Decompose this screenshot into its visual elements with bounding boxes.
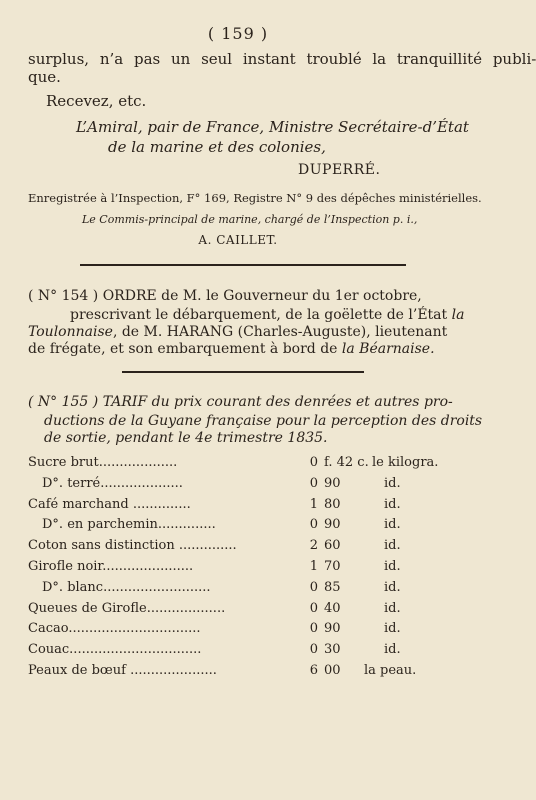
order-154-ship-bearnaise: la Béarnaise. — [341, 341, 435, 357]
order-154-line4-text: de frégate, et son embarquement à bord de — [28, 341, 342, 357]
clerk-title: Le Commis-principal de marine, chargé de l’Inspection p. i., — [82, 213, 418, 226]
order-154-line2 — [70, 307, 464, 323]
price-unit: la peau. — [364, 662, 417, 678]
signatory-title-line2: de la marine et des colonies, — [108, 138, 326, 156]
price-francs: 0 — [309, 475, 318, 491]
commodity-name: Girofle noir...................... — [28, 558, 194, 574]
price-francs: 0 — [309, 642, 318, 658]
price-unit: id. — [384, 600, 401, 616]
price-table — [28, 455, 448, 684]
order-154-line1: ( N° 154 ) ORDRE de M. le Gouverneur du 1er octobre, — [28, 288, 422, 304]
tarif-155-line2: ductions de la Guyane française pour la perception des droits — [44, 413, 483, 429]
table-row — [28, 559, 448, 580]
price-francs: 1 — [309, 496, 318, 512]
order-154-line2-text: prescrivant le débarquement, de la goëlette de l’État — [70, 307, 452, 323]
table-row — [28, 663, 448, 684]
price-cents: 90 — [324, 475, 341, 491]
price-unit: id. — [384, 517, 401, 533]
clerk-name: A. CAILLET. — [198, 233, 278, 247]
price-cents: 90 — [324, 517, 341, 533]
signatory-title-line1: L’Amiral, pair de France, Ministre Secrétaire-d’État — [76, 118, 469, 136]
letter-closing-line1: surplus, n’a pas un seul instant troublé la tranquillité publi- — [28, 50, 536, 68]
price-unit: le kilogra. — [372, 455, 439, 470]
price-unit: id. — [384, 475, 401, 491]
tarif-155-line3: de sortie, pendant le 4e trimestre 1835. — [44, 430, 328, 446]
section-divider-2 — [122, 371, 364, 373]
commodity-name: Café marchand .............. — [28, 496, 191, 512]
table-row — [28, 642, 448, 663]
commodity-name: D°. terré.................... — [42, 475, 183, 491]
price-francs: 0 — [309, 600, 318, 616]
table-row — [28, 517, 448, 538]
commodity-name: Sucre brut................... — [28, 455, 178, 470]
price-cents: f. 42 c. — [324, 455, 369, 470]
commodity-name: Peaux de bœuf ..................... — [28, 662, 217, 678]
price-cents: 80 — [324, 496, 341, 512]
price-cents: 85 — [324, 579, 341, 595]
price-unit: id. — [384, 579, 401, 595]
price-cents: 30 — [324, 642, 341, 658]
section-divider — [80, 264, 406, 266]
price-francs: 0 — [309, 579, 318, 595]
commodity-name: D°. blanc.......................... — [42, 579, 211, 595]
commodity-name: D°. en parchemin.............. — [42, 517, 216, 533]
registration-note: Enregistrée à l’Inspection, F° 169, Registre N° 9 des dépêches ministérielles. — [28, 191, 482, 205]
price-francs: 0 — [309, 455, 318, 470]
price-cents: 40 — [324, 600, 341, 616]
order-154-line4 — [28, 341, 435, 357]
price-francs: 0 — [309, 621, 318, 637]
table-row — [28, 601, 448, 622]
price-unit: id. — [384, 621, 401, 637]
price-unit: id. — [384, 496, 401, 512]
letter-closing-line2: que. — [28, 68, 61, 86]
order-154-line3 — [28, 324, 447, 340]
order-154-ship-part1: la — [451, 307, 465, 323]
price-unit: id. — [384, 538, 401, 554]
price-francs: 1 — [309, 558, 318, 574]
table-row — [28, 580, 448, 601]
price-francs: 6 — [309, 662, 318, 678]
salutation: Recevez, etc. — [46, 92, 147, 110]
commodity-name: Queues de Girofle................... — [28, 600, 226, 616]
price-francs: 0 — [309, 517, 318, 533]
page-number: ( 159 ) — [207, 24, 269, 43]
price-francs: 2 — [309, 538, 318, 554]
price-unit: id. — [384, 558, 401, 574]
order-154-ship-part2: Toulonnaise — [28, 324, 113, 340]
commodity-name: Cacao................................ — [28, 621, 201, 637]
price-unit: id. — [384, 642, 401, 658]
table-row — [28, 538, 448, 559]
tarif-155-line1: ( N° 155 ) TARIF du prix courant des denrées et autres pro- — [28, 394, 453, 410]
commodity-name: Couac................................ — [28, 642, 202, 658]
table-row — [28, 455, 448, 476]
table-row — [28, 497, 448, 518]
price-cents: 90 — [324, 621, 341, 637]
price-cents: 00 — [324, 662, 341, 678]
order-154-line3-text: , de M. HARANG (Charles-Auguste), lieutenant — [112, 324, 448, 340]
price-cents: 70 — [324, 558, 341, 574]
price-cents: 60 — [324, 538, 341, 554]
signatory-name: DUPERRÉ. — [298, 162, 381, 178]
commodity-name: Coton sans distinction .............. — [28, 538, 237, 554]
table-row — [28, 621, 448, 642]
table-row — [28, 476, 448, 497]
